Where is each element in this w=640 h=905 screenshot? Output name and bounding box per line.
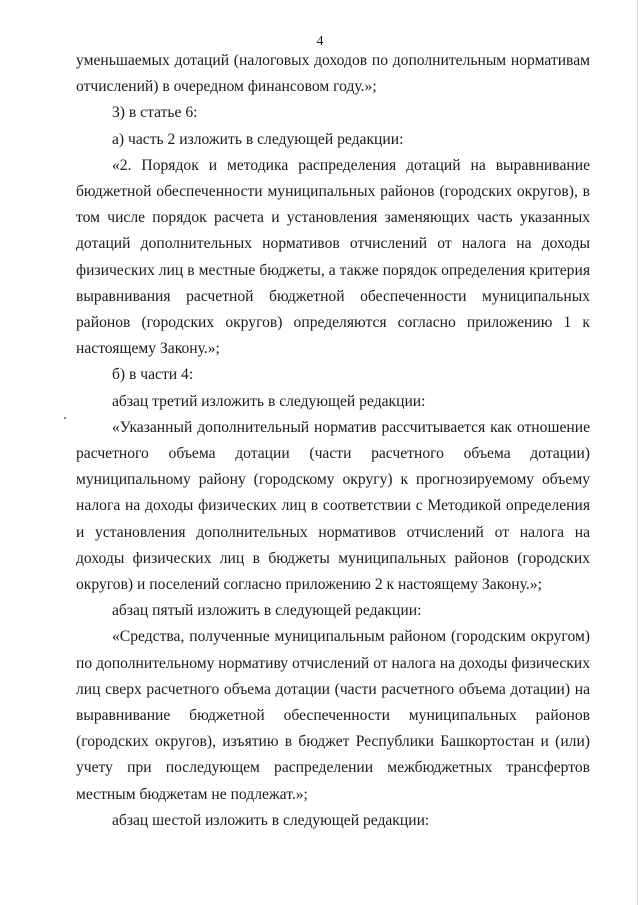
page-number: 4 — [316, 34, 324, 49]
paragraph-item-3: 3) в статье 6: — [112, 104, 198, 122]
paragraph-subitem-b: б) в части 4: — [112, 366, 194, 384]
document-body — [76, 48, 590, 834]
paragraph-abzac-sixth: абзац шестой изложить в следующей редакции: — [112, 811, 430, 829]
paragraph-subitem-a: а) часть 2 изложить в следующей редакции: — [112, 130, 404, 148]
paragraph-abzac-third: абзац третий изложить в следующей редакции: — [112, 392, 426, 410]
scan-artifact-dot — [64, 417, 66, 419]
page-edge-line — [637, 0, 638, 905]
paragraph-quote-normative: «Указанный дополнительный норматив рассчитывается как отношение расчетного объема дотации (части расчетного объема дотации) муниципальному району (городскому округу) к прогнозируемому объему налога на доходы физических лиц в соответствии с Методикой определения и установления дополнительных нормативов отчислений от налога на доходы физических лиц в бюджеты муниципальных районов (городских округов) и поселений согласно приложению 2 к настоящему Закону.»; — [76, 418, 590, 594]
paragraph-quote-part-2: «2. Порядок и методика распределения дотаций на выравнивание бюджетной обеспеченности муниципальных районов (городских округов), в том числе порядок расчета и установления заменяющих часть указанных дотаций дополнительных нормативов отчислений от налога на доходы физических лиц в местные бюджеты, а также порядок определения критерия выравнивания расчетной бюджетной обеспеченности муниципальных районов (городских округов) определяются согласно приложению 1 к настоящему Закону.»; — [76, 156, 590, 358]
paragraph-continuation: уменьшаемых дотаций (налоговых доходов по дополнительным нормативам отчислений) в очередном финансовом году.»; — [76, 52, 590, 96]
paragraph-quote-funds: «Средства, полученные муниципальным районом (городским округом) по дополнительному нормативу отчислений от налога на доходы физических лиц сверх расчетного объема дотации (части расчетного объема дотации) на выравнивание бюджетной обеспеченности муниципальных районов (городских округов), изъятию в бюджет Республики Башкортостан и (или) учету при последующем распределении межбюджетных трансфертов местным бюджетам не подлежат.»; — [76, 628, 590, 803]
paragraph-abzac-fifth: абзац пятый изложить в следующей редакции: — [112, 602, 422, 620]
